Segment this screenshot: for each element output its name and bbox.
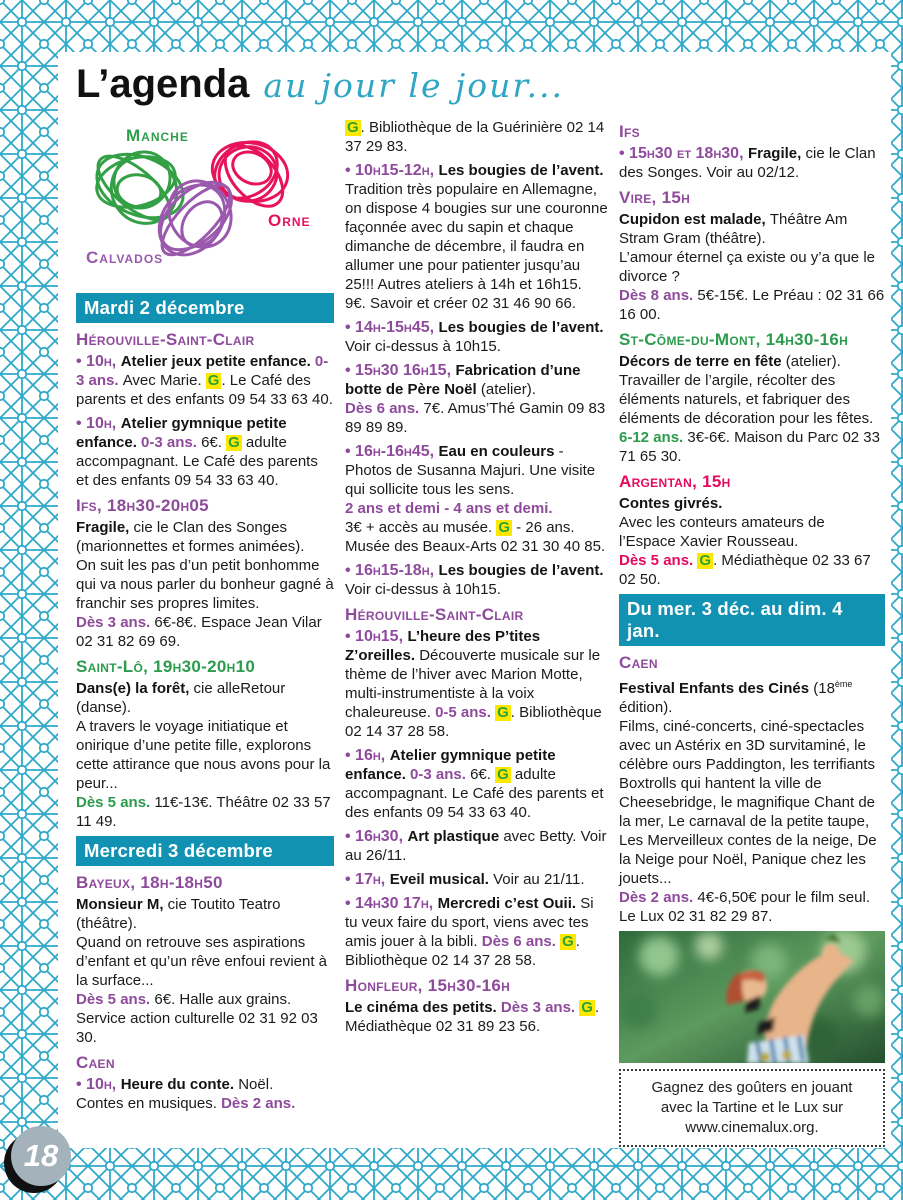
city-heading: Bayeux, 18h-18h50 [76, 873, 223, 892]
agenda-entry: • 15h30 et 18h30, Fragile, cie le Clan des Songes. Voir au 02/12. [619, 145, 876, 181]
agenda-entry: • 14h-15h45, Les bougies de l’avent. Voir ci-dessus à 10h15. [345, 319, 604, 355]
agenda-entry: • 16h30, Art plastique avec Betty. Voir au 26/11. [345, 828, 607, 864]
page-number: 18 [11, 1126, 71, 1186]
city-heading: Ifs, 18h30-20h05 [76, 496, 209, 515]
agenda-entry: Le cinéma des petits. Dès 3 ans. G . Médiathèque 02 31 89 23 56. [345, 999, 600, 1035]
gratuit-icon: G [699, 552, 712, 569]
agenda-entry: • 16h-16h45, Eau en couleurs - Photos de Susanna Majuri. Une visite qui sollicite tous les sens. 2 ans et demi - 4 ans et demi. 3€ + accès au musée. G - 26 ans. Musée des Beaux-Arts 02 31 30 40 85. [345, 443, 606, 555]
gratuit-icon: G [347, 119, 359, 136]
agenda-entry: • 10h15-12h, Les bougies de l’avent. Tradition très populaire en Allemagne, on dispose 4 bougies sur une couronne façonnée avec du sapin et chaque dimanche de décembre, il faudra en allumer une pour patienter jusqu’au 25!!! Autres ateliers à 14h et 16h15. 9€. Savoir et créer 02 31 46 90 66. [345, 162, 608, 312]
agenda-entry: • 10h, Atelier gymnique petite enfance. 0-3 ans. 6€. G adulte accompagnant. Le Café des parents et des enfants 09 54 33 63 40. [76, 415, 318, 489]
agenda-entry: • 10h, Heure du conte. Noël. Contes en musiques. Dès 2 ans. [76, 1076, 296, 1112]
agenda-entry: Dans(e) la forêt, cie alleRetour (danse). A travers le voyage initiatique et onirique d’une petite fille, explorons cette attirance que nous avons pour la peur... Dès 5 ans. 11€-13€. Théâtre 02 33 57 11 49. [76, 680, 331, 830]
city-heading: Ifs [619, 122, 640, 141]
orne-scribble [204, 130, 293, 216]
movie-still-image [619, 931, 885, 1063]
date-header: Du mer. 3 déc. au dim. 4 jan. [619, 594, 885, 646]
agenda-entry: G . Bibliothèque de la Guérinière 02 14 37 29 83. [345, 119, 605, 155]
agenda-entry: • 16h15-18h, Les bougies de l’avent. Voir ci-dessus à 10h15. [345, 562, 604, 598]
city-heading: Vire, 15h [619, 188, 691, 207]
agenda-entry: • 10h, Atelier jeux petite enfance. 0-3 ans. Avec Marie. G . Le Café des parents et des enfants 09 54 33 63 40. [76, 353, 333, 408]
promo-box: Gagnez des goûters en jouant avec la Tartine et le Lux sur www.cinemalux.org. [619, 1069, 885, 1147]
gratuit-icon: G [581, 999, 593, 1016]
agenda-entry: • 14h30 17h, Mercredi c’est Ouii. Si tu veux faire du sport, viens avec tes amis jouer à la bibli. Dès 6 ans. G . Bibliothèque 02 14 37 28 58. [345, 895, 594, 969]
city-heading: Hérouville-Saint-Clair [76, 330, 255, 349]
gratuit-icon: G [497, 766, 509, 783]
city-heading: Caen [619, 653, 658, 672]
agenda-entry: • 10h15, L’heure des P’tites Z’oreilles. Découverte musicale sur le thème de l’hiver avec Marion Motte, multi-instrumentiste à la voix chaleureuse. 0-5 ans. G . Bibliothèque 02 14 37 28 58. [345, 628, 602, 740]
city-heading: Argentan, 15h [619, 472, 731, 491]
agenda-entry: Fragile, cie le Clan des Songes (marionnettes et formes animées). On suit les pas d’un petit bonhomme qui va nous parler du bonheur gagné à franchir ses propres limites. Dès 3 ans. 6€-8€. Espace Jean Vilar 02 31 82 69 69. [76, 519, 334, 650]
city-heading: St-Côme-du-Mont, 14h30-16h [619, 330, 849, 349]
city-heading: Caen [76, 1053, 115, 1072]
gratuit-icon: G [498, 519, 511, 536]
calvados-label: Calvados [86, 248, 164, 267]
agenda-entry: Décors de terre en fête (atelier). Travailler de l’argile, récolter des éléments naturels, et fabriquer des éléments de décoration pour les fêtes. 6-12 ans. 3€-6€. Maison du Parc 02 33 71 65 30. [619, 353, 880, 465]
agenda-column-2 [345, 118, 608, 1041]
agenda-entry: Monsieur M, cie Toutito Teatro (théâtre). Quand on retrouve ses aspirations d’enfant et qu’un rêve enfoui revient à la surface... Dès 5 ans. 6€. Halle aux grains. Service action culturelle 02 31 92 03 30. [76, 896, 328, 1046]
title-main: L’agenda [76, 62, 250, 106]
city-heading: Hérouville-Saint-Clair [345, 605, 524, 624]
manche-label: Manche [126, 126, 189, 145]
agenda-entry: • 15h30 16h15, Fabrication d’une botte de Père Noël (atelier). Dès 6 ans. 7€. Amus’Thé Gamin 09 83 89 89 89. [345, 362, 606, 436]
agenda-entry: • 16h, Atelier gymnique petite enfance. 0-3 ans. 6€. G adulte accompagnant. Le Café des parents et des enfants 09 54 33 63 40. [345, 747, 604, 821]
agenda-entry: Cupidon est malade, Théâtre Am Stram Gram (théâtre). L’amour éternel ça existe ou y’a que le divorce ? Dès 8 ans. 5€-15€. Le Préau : 02 31 66 16 00. [619, 211, 885, 323]
agenda-column-1 [76, 290, 334, 1118]
page-title [76, 62, 564, 107]
gratuit-icon: G [228, 434, 240, 451]
agenda-entry: Festival Enfants des Cinés (18ème édition). Films, ciné-concerts, ciné-spectacles avec un Astérix en 3D survitaminé, le célèbre ours Paddington, les terrifiants Boxtrolls qui hantent la ville de Cheesebridge, le magnifique Chant de la mer, Le carnaval de la petite taupe, Les Merveilleux contes de la neige, De la Neige pour Noël, Panique chez les jouets... Dès 2 ans. 4€-6,50€ pour le film seul. Le Lux 02 31 82 29 87. [619, 679, 877, 925]
orne-label: Orne [268, 211, 311, 230]
date-header: Mardi 2 décembre [76, 293, 334, 323]
city-heading: Saint-Lô, 19h30-20h10 [76, 657, 256, 676]
title-script: au jour le jour... [263, 66, 564, 105]
gratuit-icon: G [497, 704, 509, 721]
agenda-entry: Contes givrés. Avec les conteurs amateurs de l’Espace Xavier Rousseau. Dès 5 ans. G . Médiathèque 02 33 67 02 50. [619, 495, 871, 588]
page-number-badge [4, 1126, 72, 1194]
gratuit-icon: G [207, 372, 220, 389]
date-header: Mercredi 3 décembre [76, 836, 334, 866]
agenda-entry: • 17h, Eveil musical. Voir au 21/11. [345, 871, 585, 888]
city-heading: Honfleur, 15h30-16h [345, 976, 511, 995]
agenda-column-3 [619, 120, 885, 1147]
gratuit-icon: G [562, 933, 574, 950]
region-map-doodle [84, 116, 340, 294]
